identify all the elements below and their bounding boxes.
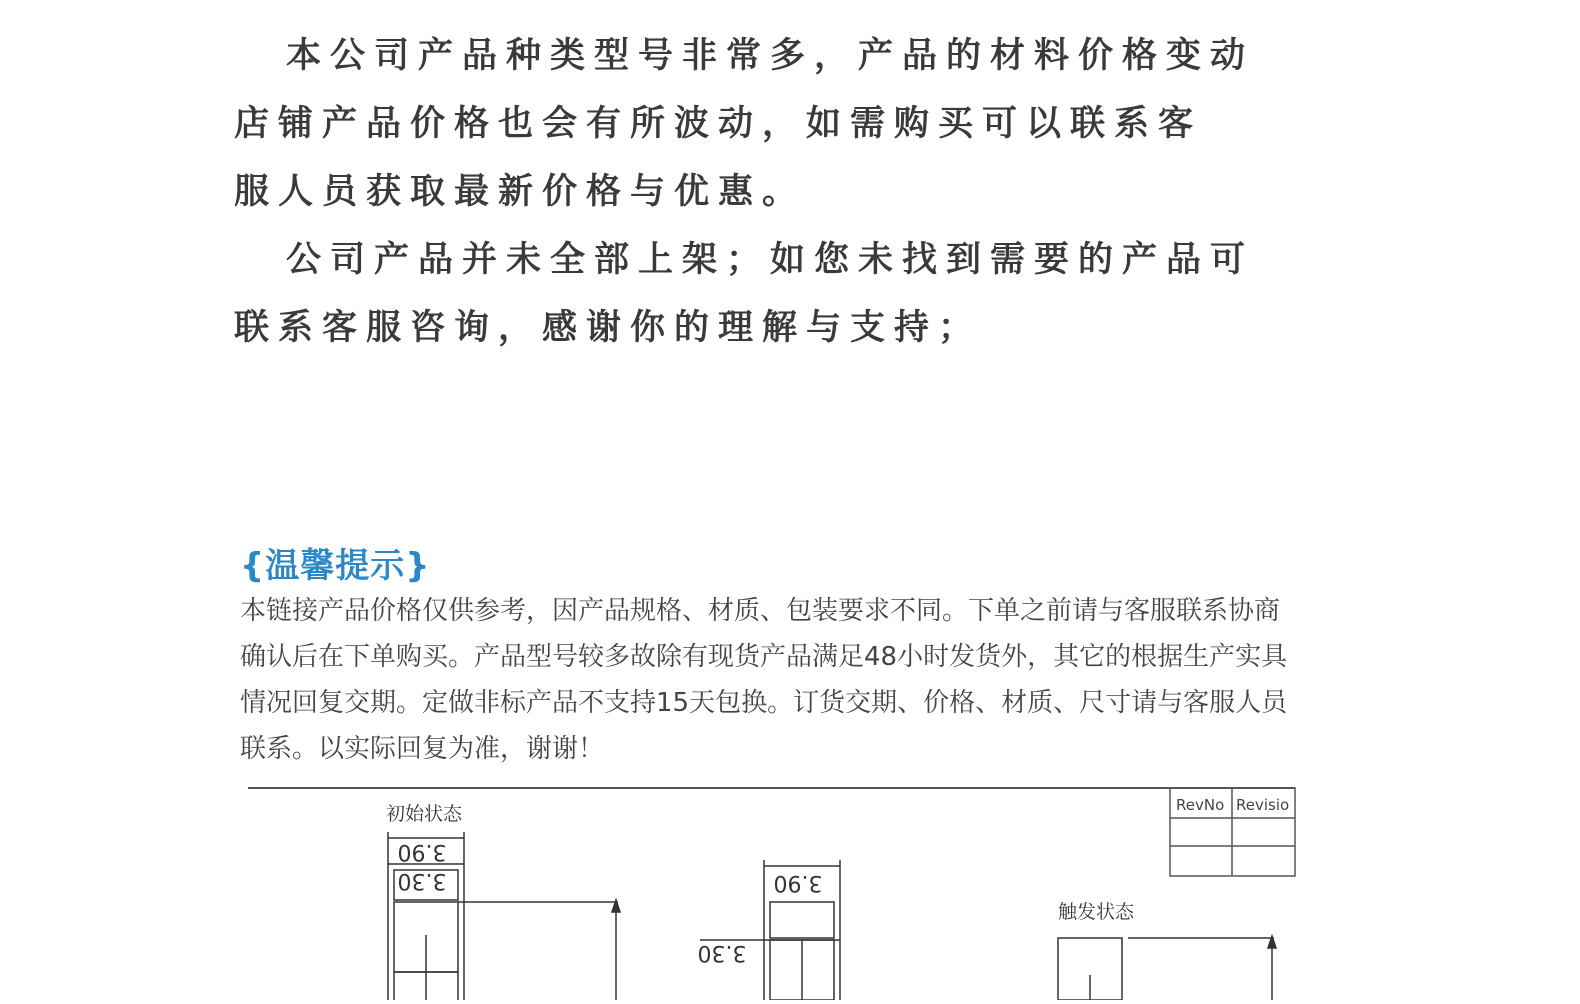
notice-line: 联系客服咨询，感谢你的理解与支持； xyxy=(234,308,983,348)
trigger-part-view xyxy=(1058,936,1276,1000)
revision-header: Revisio xyxy=(1236,796,1290,814)
tip-title: {温馨提示} xyxy=(240,546,431,586)
dim-inner-middle: 3.30 xyxy=(697,940,747,965)
notice-line: 本公司产品种类型号非常多，产品的材料价格变动 xyxy=(286,36,1255,76)
notice-line: 公司产品并未全部上架；如您未找到需要的产品可 xyxy=(286,240,1255,280)
trigger-state-label: 触发状态 xyxy=(1058,901,1135,923)
tip-line: 确认后在下单购买。产品型号较多故除有现货产品满足48小时发货外，其它的根据生产实具 xyxy=(240,642,1288,672)
price-notice xyxy=(234,22,1294,362)
tip-line: 联系。以实际回复为准，谢谢！ xyxy=(240,734,605,764)
notice-line: 店铺产品价格也会有所波动，如需购买可以联系客 xyxy=(234,104,1203,144)
technical-drawing xyxy=(240,780,1300,1000)
rev-no-header: RevNo xyxy=(1176,796,1225,814)
tip-body xyxy=(240,588,1385,772)
initial-state-label: 初始状态 xyxy=(386,803,463,825)
dim-outer-left: 3.90 xyxy=(397,839,447,864)
drawing-canvas xyxy=(240,780,1300,1000)
notice-line: 服人员获取最新价格与优惠。 xyxy=(234,172,807,212)
dim-inner-left: 3.30 xyxy=(397,868,447,893)
dim-outer-middle: 3.90 xyxy=(773,870,823,895)
tip-line: 本链接产品价格仅供参考，因产品规格、材质、包装要求不同。下单之前请与客服联系协商 xyxy=(240,596,1281,626)
tip-line: 情况回复交期。定做非标产品不支持15天包换。订货交期、价格、材质、尺寸请与客服人员 xyxy=(240,688,1288,718)
